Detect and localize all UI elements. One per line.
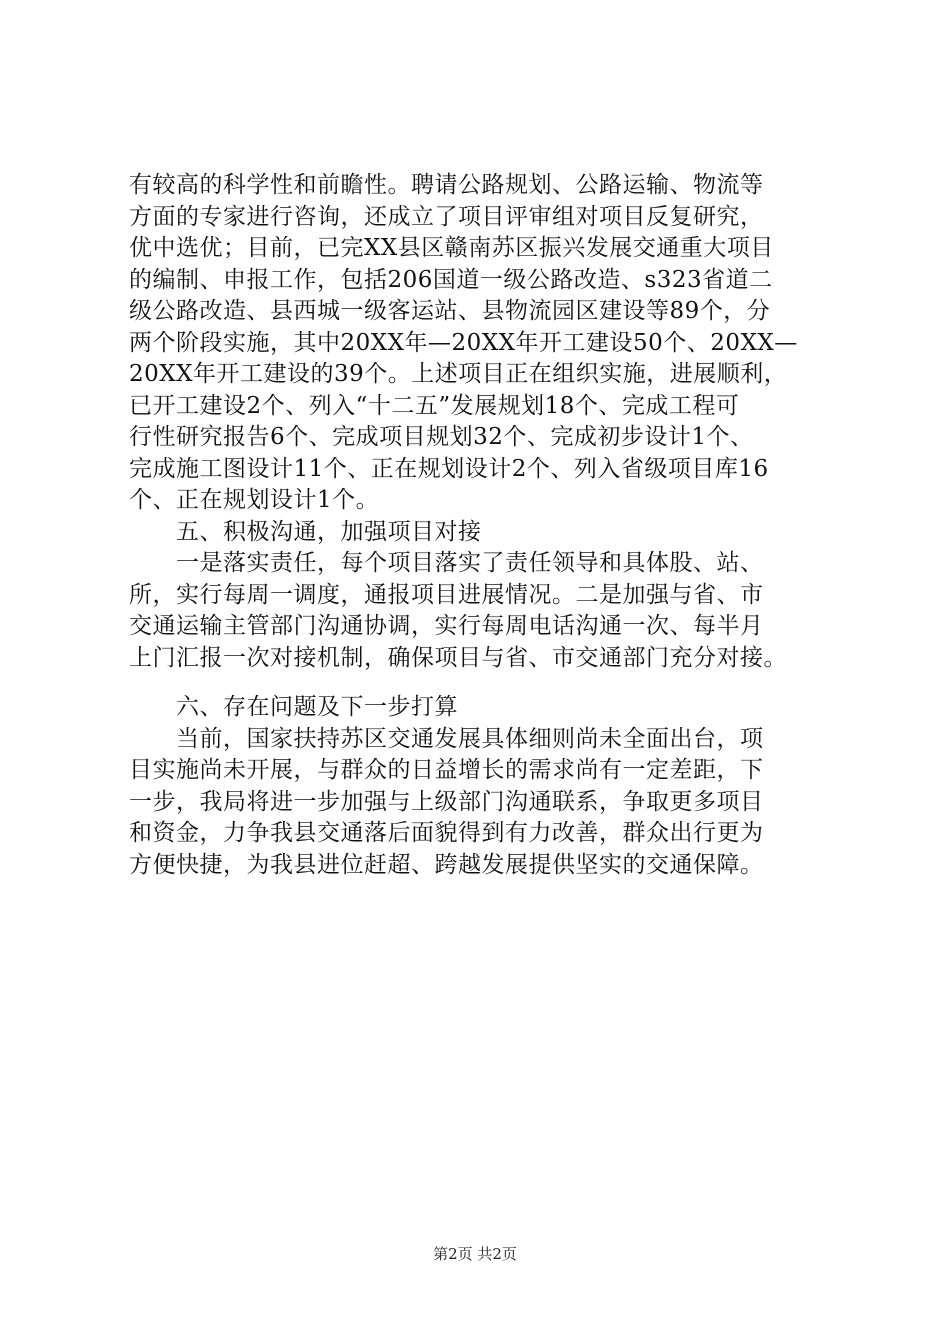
text-line: 当前，国家扶持苏区交通发展具体细则尚未全面出台，项 [176,725,764,752]
text-line: 20XX年开工建设的39个。上述项目正在组织实施，进展顺利， [129,361,788,387]
text-line: 已开工建设2个、列入“十二五”发展规划18个、完成工程可 [129,392,740,419]
text-line: 交通运输主管部门沟通协调，实行每周电话沟通一次、每半月 [129,613,764,639]
text-line: 一步，我局将进一步加强与上级部门沟通联系，争取更多项目 [129,788,764,815]
text-line: 一是落实责任，每个项目落实了责任领导和具体股、站、 [176,550,764,576]
text-line: 的编制、申报工作，包括206国道一级公路改造、s323省道二 [129,266,773,293]
paragraph-gap [129,674,829,692]
text-line: 两个阶段实施，其中20XX年—20XX年开工建设50个、20XX— [129,329,798,356]
section-heading: 六、存在问题及下一步打算 [176,694,458,720]
text-line: 上门汇报一次对接机制，确保项目与省、市交通部门充分对接。 [129,644,787,671]
text-line: 和资金，力争我县交通落后面貌得到有力改善，群众出行更为 [129,820,764,846]
text-line: 优中选优；目前，已完XX县区赣南苏区振兴发展交通重大项目 [129,235,774,261]
text-line: 方便快捷，为我县进位赶超、跨越发展提供坚实的交通保障。 [129,851,764,878]
section-heading: 五、积极沟通，加强项目对接 [176,518,482,545]
text-line: 级公路改造、县西城一级客运站、县物流园区建设等89个，分 [129,298,771,324]
document-body [129,170,829,881]
text-line: 完成施工图设计11个、正在规划设计2个、列入省级项目库16 [129,455,769,482]
page-number: 第2页 共2页 [433,1245,517,1263]
text-line: 方面的专家进行咨询，还成立了项目评审组对项目反复研究， [129,203,764,230]
text-line: 有较高的科学性和前瞻性。聘请公路规划、公路运输、物流等 [129,172,764,198]
text-line: 目实施尚未开展，与群众的日益增长的需求尚有一定差距，下 [129,757,764,783]
text-line: 个、正在规划设计1个。 [129,487,380,513]
text-line: 所，实行每周一调度，通报项目进展情况。二是加强与省、市 [129,581,764,608]
text-line: 行性研究报告6个、完成项目规划32个、完成初步设计1个、 [129,424,754,450]
